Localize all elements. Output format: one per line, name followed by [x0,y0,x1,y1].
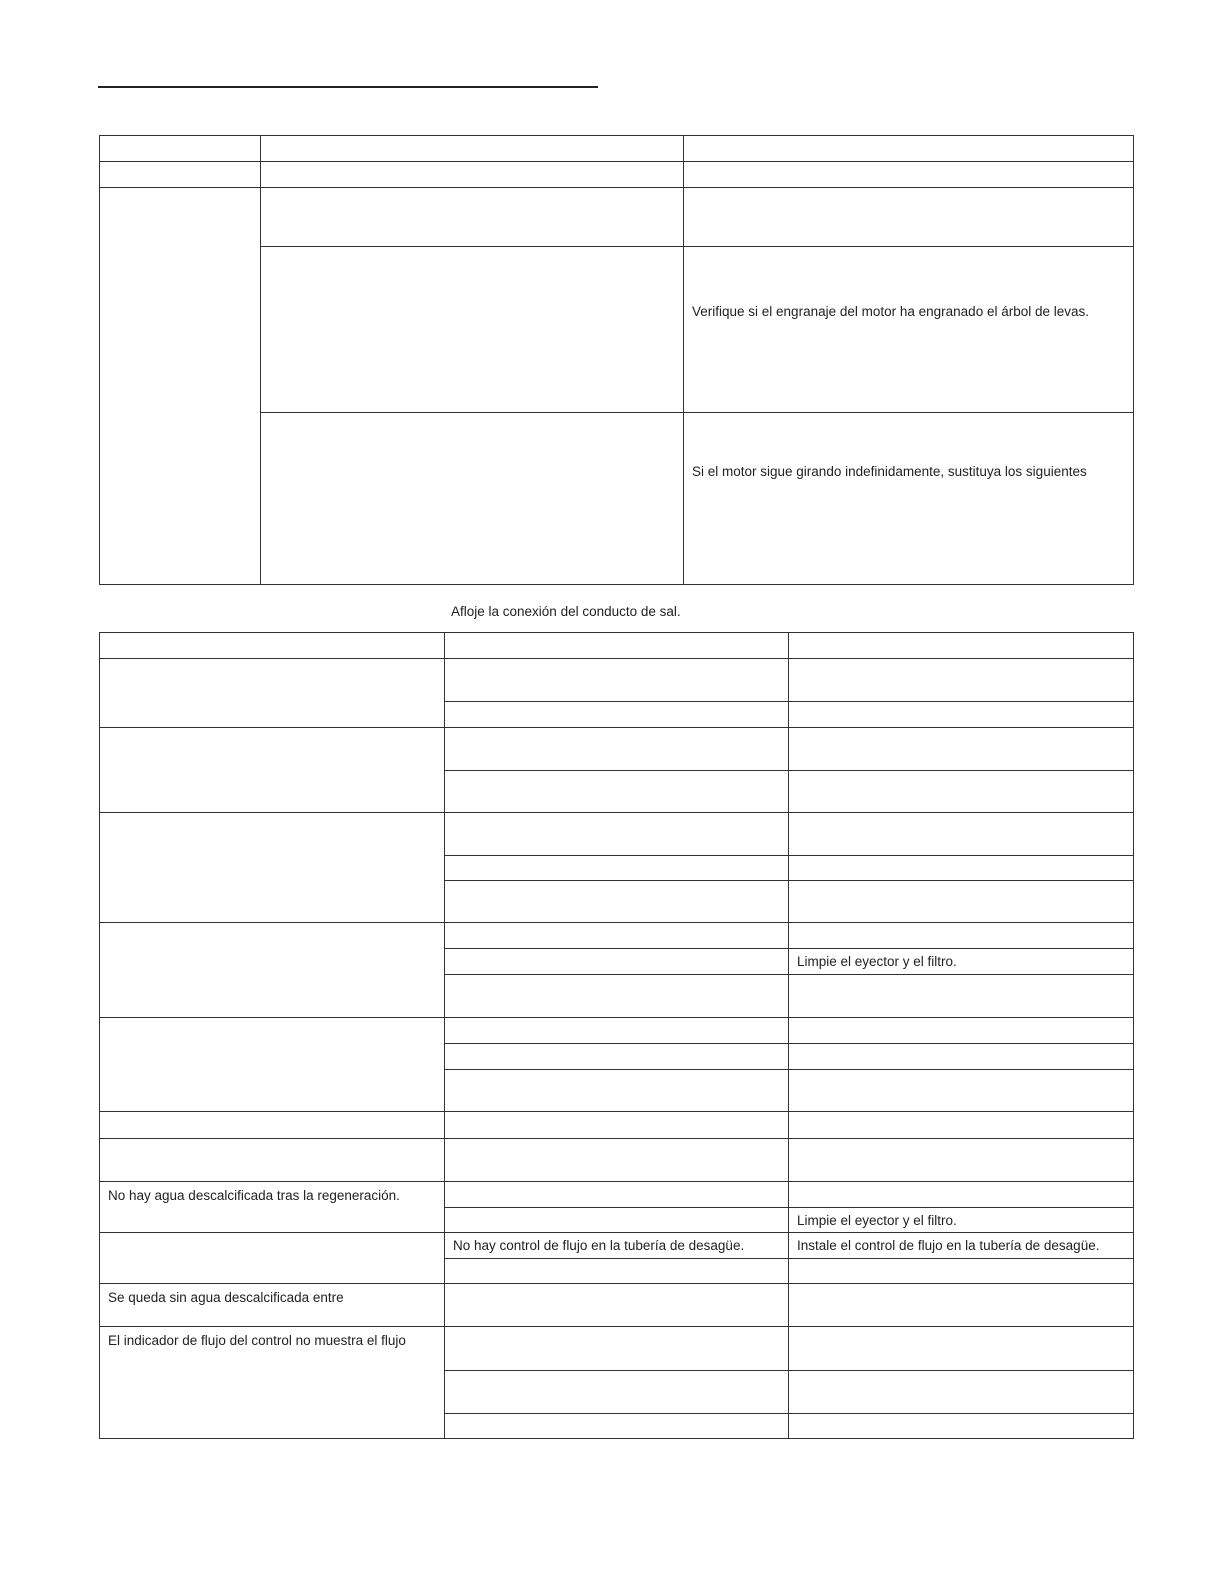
table-cell [789,728,1134,771]
table-row [100,136,1134,162]
table-row [100,1233,1134,1259]
table-cell [445,975,789,1018]
table-row [100,659,1134,702]
table-cell [100,923,445,1018]
table-cell [261,136,684,162]
table-cell [789,856,1134,881]
table-cell [789,813,1134,856]
table-cell [445,1044,789,1070]
table-row [100,923,1134,949]
table-row [100,1284,1134,1327]
cause-cell: No hay control de flujo en la tubería de desagüe. [445,1233,789,1259]
table-cell [445,1139,789,1182]
table-cell [445,881,789,923]
table-row [100,813,1134,856]
table-cell [100,1112,445,1139]
solution-cell: Instale el control de flujo en la tubería de desagüe. [789,1233,1134,1259]
table-cell [445,1371,789,1414]
table-row [100,1139,1134,1182]
table-cell [445,771,789,813]
table-cell [445,1208,789,1233]
table-row [100,188,1134,247]
problem-cell: No hay agua descalcificada tras la regeneración. [100,1182,445,1233]
table-cell [789,659,1134,702]
table-cell [445,1112,789,1139]
table-cell [261,413,684,585]
table-row [100,633,1134,659]
table-cell [445,1414,789,1439]
table-cell [445,702,789,728]
table-cell [100,728,445,813]
table-cell [789,1018,1134,1044]
table-cell [445,1327,789,1371]
table-cell [789,1259,1134,1284]
table-row [100,1112,1134,1139]
table-cell [261,188,684,247]
troubleshooting-table-1 [99,135,1134,585]
table-row [100,1018,1134,1044]
solution-cell: Verifique si el engranaje del motor ha engranado el árbol de levas. [684,247,1134,413]
table-cell [100,1139,445,1182]
table-cell [789,1139,1134,1182]
table-cell [445,633,789,659]
table-cell [789,1070,1134,1112]
table-cell [100,1018,445,1112]
table-cell [445,856,789,881]
table-cell [789,1327,1134,1371]
table-cell [684,136,1134,162]
title-underline [98,86,598,88]
solution-cell: Limpie el eyector y el filtro. [789,949,1134,975]
table-cell [789,1371,1134,1414]
solution-cell: Limpie el eyector y el filtro. [789,1208,1134,1233]
table-cell [684,162,1134,188]
table-cell [789,975,1134,1018]
table-cell [445,659,789,702]
table-cell [445,1182,789,1208]
table-cell [100,813,445,923]
solution-cell: Si el motor sigue girando indefinidamente, sustituya los siguientes [684,413,1134,585]
table-cell [789,1284,1134,1327]
problem-cell: El indicador de flujo del control no muestra el flujo [100,1327,445,1439]
table-cell [789,923,1134,949]
table-cell [445,1018,789,1044]
table-row [100,728,1134,771]
table-cell [789,1182,1134,1208]
table-cell [100,188,261,585]
table-cell [789,1044,1134,1070]
table-cell [445,813,789,856]
table-cell [100,136,261,162]
troubleshooting-table-2 [99,632,1134,1439]
table-cell [445,1284,789,1327]
table-cell [261,162,684,188]
table-cell [684,188,1134,247]
table-row [100,162,1134,188]
table-cell [100,1233,445,1284]
table-cell [445,728,789,771]
table-cell [789,633,1134,659]
between-note: Afloje la conexión del conducto de sal. [451,604,681,619]
table-cell [445,1259,789,1284]
table-cell [789,881,1134,923]
table-cell [100,633,445,659]
table-cell [789,1112,1134,1139]
table-cell [100,659,445,728]
table-row [100,1327,1134,1371]
table-cell [789,1414,1134,1439]
table-cell [789,702,1134,728]
table-row [100,1182,1134,1208]
table-cell [445,949,789,975]
table-cell [261,247,684,413]
table-cell [445,1070,789,1112]
table-cell [789,771,1134,813]
table-cell [445,923,789,949]
table-cell [100,162,261,188]
problem-cell: Se queda sin agua descalcificada entre [100,1284,445,1327]
